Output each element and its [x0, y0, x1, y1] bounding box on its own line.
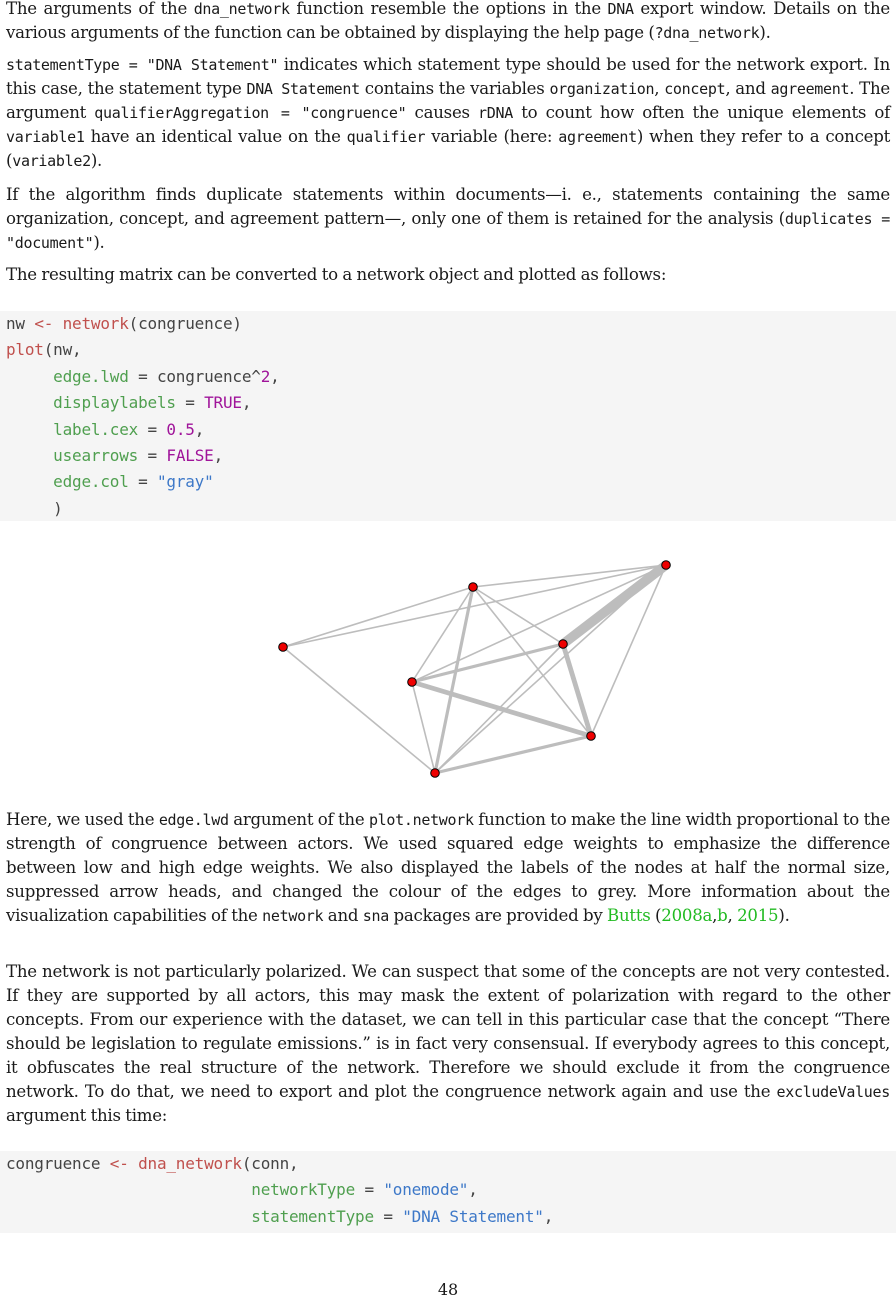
network-edge	[412, 644, 563, 682]
text: ).	[93, 233, 105, 252]
text: causes	[406, 103, 479, 122]
text: to count how often the unique elements of	[512, 103, 891, 122]
inline-code: variable1	[6, 128, 85, 146]
network-edge	[563, 644, 591, 736]
network-plot	[260, 553, 690, 788]
inline-code: excludeValues	[776, 1083, 890, 1101]
paragraph-duplicates	[6, 183, 890, 255]
inline-code: statementType = "DNA Statement"	[6, 56, 279, 74]
paragraph-resulting-matrix	[6, 263, 890, 287]
code-line: displaylabels = TRUE,	[53, 393, 252, 413]
text: The arguments of the	[6, 0, 194, 18]
inline-code: DNA	[607, 0, 634, 18]
text: ).	[90, 151, 103, 170]
code-line: )	[53, 498, 63, 518]
text: have an identical value on the	[84, 127, 347, 146]
inline-code: duplicates = "document"	[6, 210, 890, 252]
network-edge	[435, 587, 473, 773]
text: packages are provided by	[389, 906, 608, 925]
text: ,	[727, 906, 738, 925]
paragraph-edge-width	[6, 808, 890, 928]
text: Here, we used the	[6, 810, 159, 829]
code-line: plot(nw,	[6, 340, 82, 360]
inline-code: agreement	[770, 80, 850, 98]
network-node	[587, 732, 596, 741]
inline-code: DNA Statement	[246, 80, 360, 98]
citation-link[interactable]: 2015	[737, 906, 779, 925]
inline-code: organization	[549, 80, 655, 98]
network-edge	[412, 682, 435, 773]
network-node	[662, 561, 671, 570]
text: export window. Details on the various arguments of the function can be obtained by displaying the help page (	[6, 0, 890, 42]
code-line: congruence <- dna_network(conn,	[6, 1154, 299, 1173]
network-edge	[283, 647, 435, 773]
text: argument this time:	[6, 1106, 168, 1125]
code-line: statementType = "DNA Statement",	[251, 1206, 554, 1226]
inline-code: qualifierAggregation = "congruence"	[94, 104, 407, 122]
network-node	[559, 640, 568, 649]
code-line: nw <- network(congruence)	[6, 314, 242, 333]
text: The network is not particularly polarized. We can suspect that some of the concepts are not very contested. If they are supported by all actors, this may mask the extent of polarization with regard to the other concepts. From our experience with the dataset, we can tell in this particular case that the concept “There should be legislation to regulate emissions.” is in fact very consensual. If everybody agrees to this concept, it obfuscates the real structure of the network. Therefore we should exclude it from the congruence network. To do that, we need to export and plot the congruence network again and use the	[6, 962, 890, 1101]
text: ) when they refer to a concept (	[6, 127, 890, 170]
text: contains the variables	[359, 79, 550, 98]
text: , and	[725, 79, 771, 98]
text: ).	[759, 23, 771, 42]
network-node	[279, 643, 288, 652]
network-edges	[283, 565, 666, 773]
network-edge	[435, 736, 591, 773]
code-block-plot	[0, 311, 896, 521]
inline-code: qualifier	[346, 128, 426, 146]
inline-code: dna_network	[193, 0, 290, 18]
inline-code: network	[262, 907, 324, 925]
inline-code: concept	[664, 80, 726, 98]
paragraph-polarization	[6, 960, 890, 1128]
code-line: label.cex = 0.5,	[53, 419, 205, 439]
inline-code: sna	[362, 907, 389, 925]
text: indicates which statement type should be used for the network export. In this case, the statement type	[6, 55, 891, 98]
page-number: 48	[437, 1280, 459, 1299]
text: function to make the line width proportional to the strength of congruence between actors. We used squared edge weights to emphasize the difference between low and high edge weights. We also displayed the labels of the nodes at half the normal size, suppressed arrow heads, and changed the colour of the edges to grey. More information about the visualization capabilities of the	[6, 810, 891, 925]
network-edge	[412, 682, 591, 736]
text: ,	[712, 906, 718, 925]
code-block-congruence	[0, 1151, 896, 1233]
code-line: edge.lwd = congruence^2,	[53, 366, 280, 386]
text: function resemble the options in the	[289, 0, 608, 18]
inline-code: plot.network	[368, 811, 474, 829]
inline-code: rDNA	[478, 104, 513, 122]
text: ,	[654, 79, 665, 98]
citation-link[interactable]: b	[717, 906, 728, 925]
code-line: edge.col = "gray"	[53, 472, 214, 492]
text: (	[650, 906, 662, 925]
text: argument of the	[228, 810, 369, 829]
network-node	[469, 583, 478, 592]
inline-code: variable2	[12, 152, 91, 170]
network-node	[408, 678, 417, 687]
paragraph-arguments	[6, 0, 890, 45]
inline-code: agreement	[558, 128, 637, 146]
text: ).	[778, 906, 790, 925]
network-node	[431, 769, 440, 778]
inline-code: ?dna_network	[654, 24, 760, 42]
citation-link[interactable]: 2008a	[661, 906, 713, 925]
network-nodes	[279, 561, 671, 778]
text: variable (here:	[425, 127, 559, 146]
text: The resulting matrix can be converted to a network object and plotted as follows:	[6, 265, 667, 284]
network-edge	[283, 587, 473, 647]
inline-code: edge.lwd	[158, 811, 229, 829]
network-edge	[473, 587, 563, 644]
text: and	[323, 906, 363, 925]
text: . The argument	[6, 79, 890, 122]
text: If the algorithm finds duplicate statements within documents—i. e., statements containing the same organization, concept, and agreement pattern—, only one of them is retained for the analysis (	[6, 185, 890, 228]
paragraph-statement-type	[6, 53, 890, 173]
code-line: networkType = "onemode",	[251, 1180, 478, 1200]
citation-link[interactable]: Butts	[607, 906, 651, 925]
code-line: usearrows = FALSE,	[53, 445, 223, 465]
